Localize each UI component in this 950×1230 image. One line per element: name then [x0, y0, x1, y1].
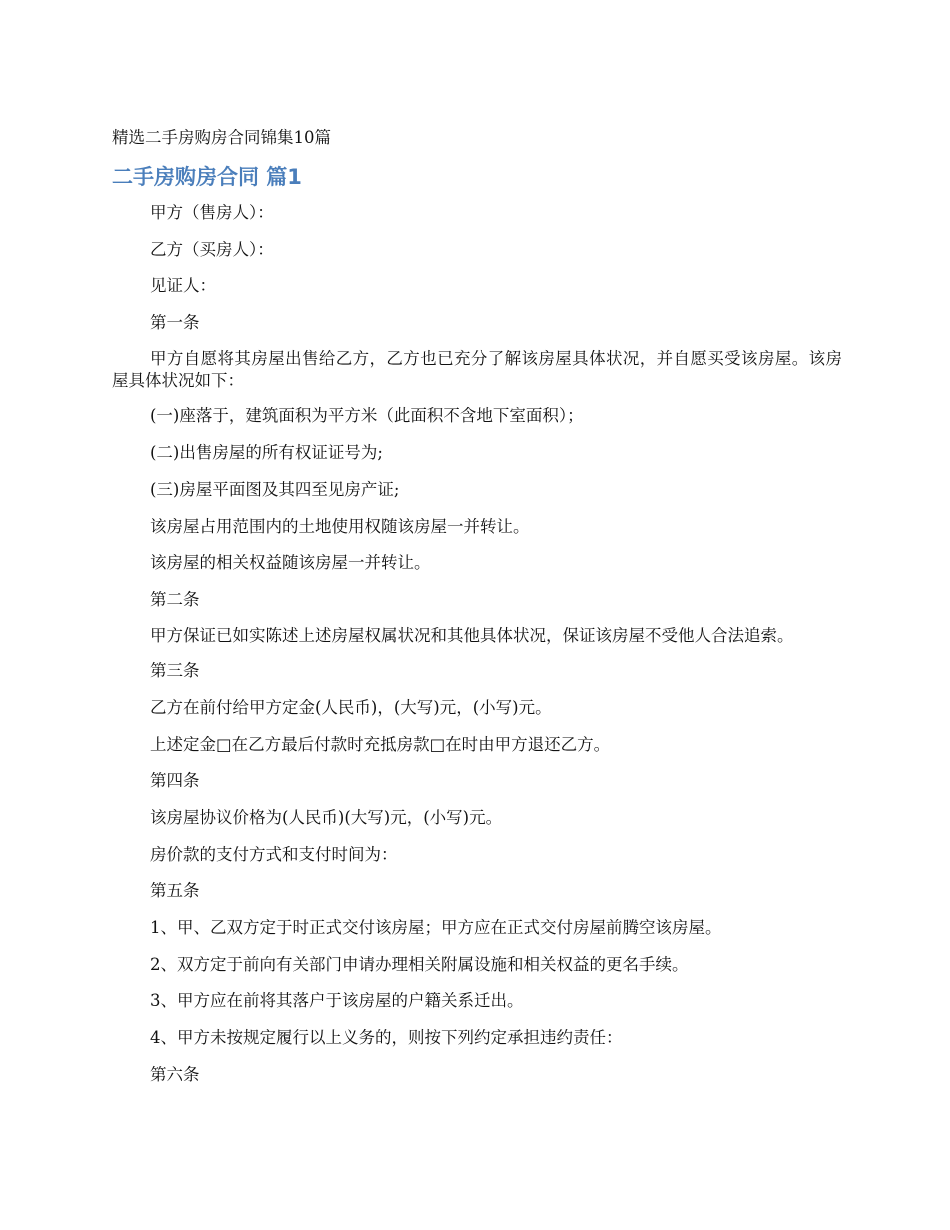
paragraph: (二)出售房屋的所有权证证号为; — [150, 443, 383, 463]
paragraph: (三)房屋平面图及其四至见房产证; — [150, 479, 400, 499]
paragraph: 甲方自愿将其房屋出售给乙方，乙方也已充分了解该房屋具体状况，并自愿买受该房屋。该房屋具体状况如下： — [112, 348, 842, 390]
paragraph: 上述定金□在乙方最后付款时充抵房款□在时由甲方退还乙方。 — [150, 734, 611, 754]
paragraph: 乙方在前付给甲方定金(人民币)，(大写)元，(小写)元。 — [150, 697, 552, 717]
paragraph: 1、甲、乙双方定于时正式交付该房屋；甲方应在正式交付房屋前腾空该房屋。 — [150, 918, 722, 938]
paragraph: 第六条 — [150, 1064, 200, 1084]
paragraph: 该房屋占用范围内的土地使用权随该房屋一并转让。 — [150, 516, 530, 536]
paragraph: 4、甲方未按规定履行以上义务的，则按下列约定承担违约责任： — [150, 1028, 623, 1048]
document-title: 精选二手房购房合同锦集10篇 — [112, 128, 331, 147]
paragraph: (一)座落于，建筑面积为平方米（此面积不含地下室面积）； — [150, 406, 584, 426]
paragraph: 该房屋的相关权益随该房屋一并转让。 — [150, 553, 431, 573]
paragraph: 第二条 — [150, 589, 200, 609]
paragraph: 甲方（售房人）： — [150, 203, 274, 222]
paragraph: 该房屋协议价格为(人民币)(大写)元，(小写)元。 — [150, 808, 503, 827]
paragraph: 第三条 — [150, 661, 200, 681]
paragraph: 第五条 — [150, 881, 200, 901]
document-body — [112, 201, 842, 1100]
paragraph: 见证人： — [150, 276, 216, 296]
paragraph: 3、甲方应在前将其落户于该房屋的户籍关系迁出。 — [150, 991, 524, 1011]
paragraph: 第一条 — [150, 313, 200, 333]
paragraph: 2、双方定于前向有关部门申请办理相关附属设施和相关权益的更名手续。 — [150, 954, 689, 974]
paragraph: 第四条 — [150, 771, 200, 791]
paragraph: 乙方（买房人）： — [150, 239, 274, 259]
paragraph: 房价款的支付方式和支付时间为： — [150, 844, 398, 864]
section-heading: 二手房购房合同 篇1 — [112, 165, 302, 189]
paragraph: 甲方保证已如实陈述上述房屋权属状况和其他具体状况，保证该房屋不受他人合法追索。 — [150, 625, 794, 645]
